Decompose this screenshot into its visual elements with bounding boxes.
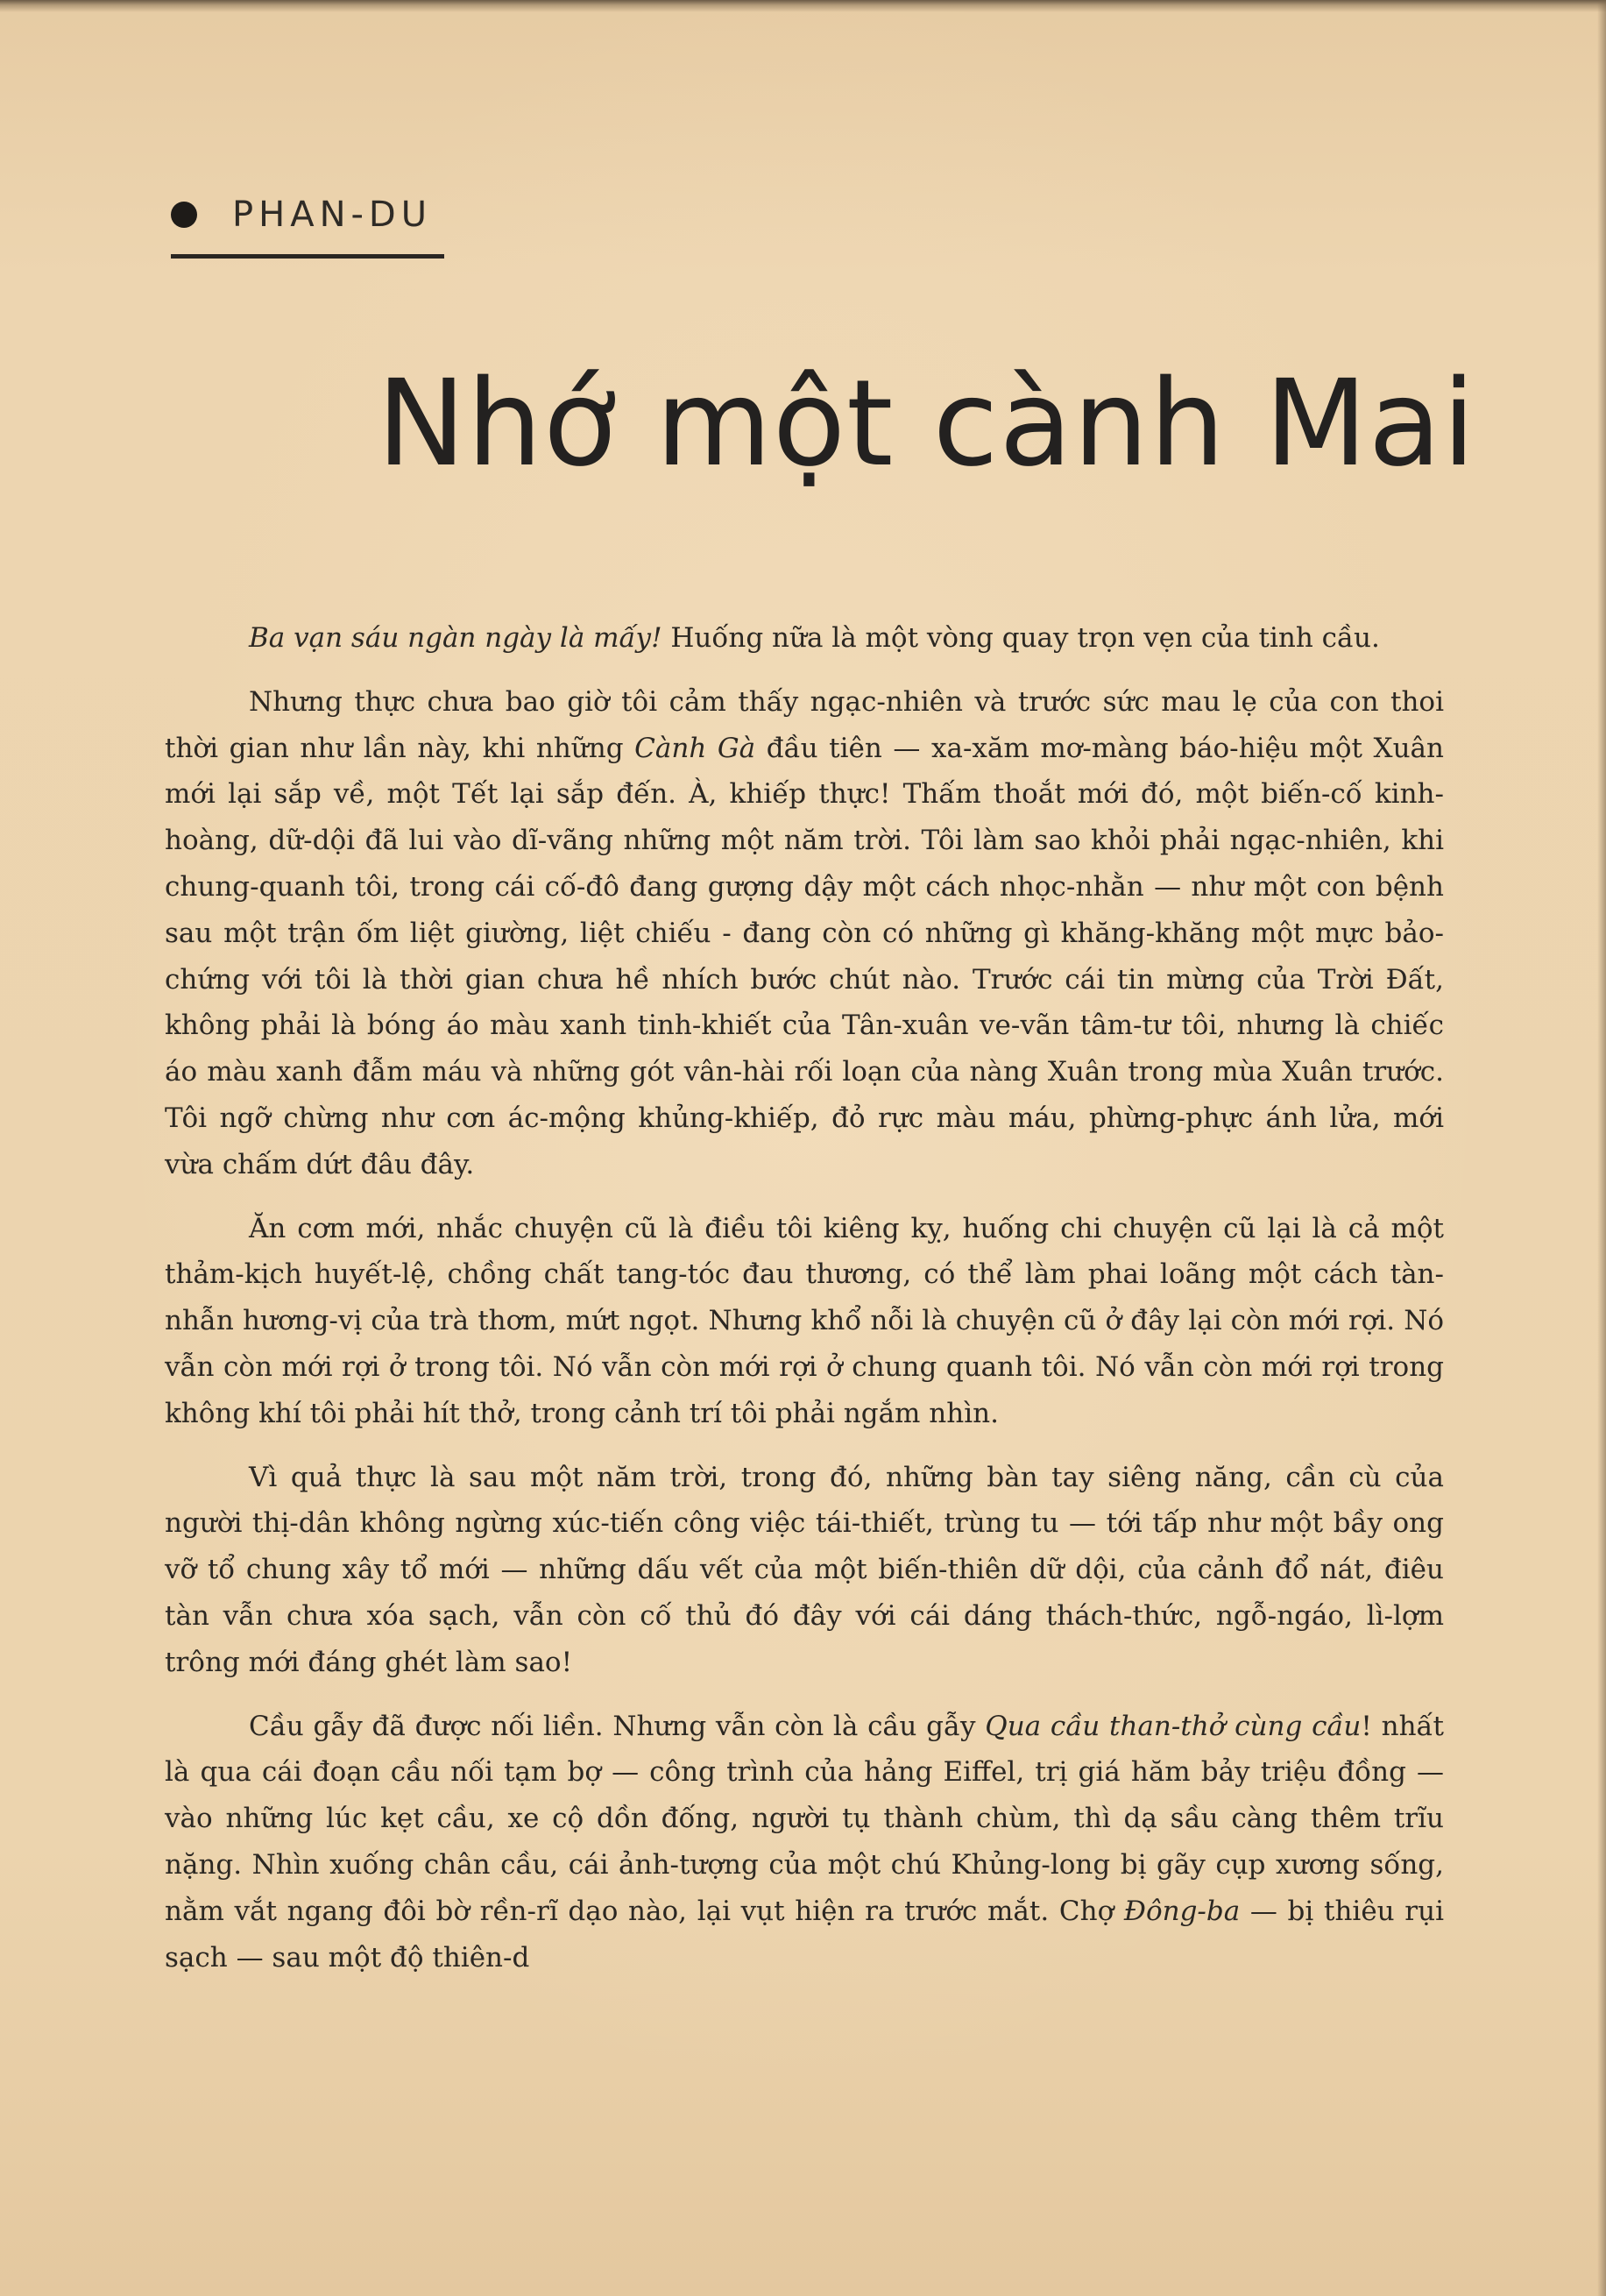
paragraph-5-text-1: Cầu gẫy đã được nối liền. Nhưng vẫn còn là cầu gẫy <box>249 1710 986 1742</box>
paragraph-2-text-2: đầu tiên — xa-xăm mơ-màng báo-hiệu một Xuân mới lại sắp về, một Tết lại sắp đến. À, khiếp thực! Thấm thoắt mới đó, một biến-cố kinh-hoàng, dữ-dội đã lui vào dĩ-vãng những một năm trời. Tôi làm sao khỏi phải ngạc-nhiên, khi chung-quanh tôi, trong cái cố-đô đang gượng dậy một cách nhọc-nhằn — như một con bệnh sau một trận ốm liệt giường, liệt chiếu - đang còn có những gì khăng-khăng một mực bảo-chứng với tôi là thời gian chưa hề nhích bước chút nào. Trước cái tin mừng của Trời Đất, không phải là bóng áo màu xanh tinh-khiết của Tân-xuân ve-vãn tâm-tư tôi, nhưng là chiếc áo màu xanh đẫm máu và những gót vân-hài rối loạn của nàng Xuân trong mùa Xuân trước. Tôi ngỡ chừng như cơn ác-mộng khủng-khiếp, đỏ rực màu máu, phừng-phực ánh lửa, mới vừa chấm dứt đâu đây. <box>165 732 1445 1180</box>
author-underline <box>171 254 444 259</box>
article-body <box>165 615 1444 1998</box>
paragraph-1 <box>165 615 1444 662</box>
paragraph-4: Vì quả thực là sau một năm trời, trong đó, những bàn tay siêng năng, cần cù của người thị-dân không ngừng xúc-tiến công việc tái-thiết, trùng tu — tới tấp như một bầy ong vỡ tổ chung xây tổ mới — những dấu vết của một biến-thiên dữ dội, của cảnh đổ nát, điêu tàn vẫn chưa xóa sạch, vẫn còn cố thủ đó đây với cái dáng thách-thức, ngỗ-ngáo, lì-lợm trông mới đáng ghét làm sao! <box>165 1461 1444 1678</box>
paragraph-1-lead: Ba vạn sáu ngàn ngày là mấy! <box>249 622 662 654</box>
paragraph-2 <box>165 679 1444 1188</box>
article-title: Nhớ một cành Mai <box>377 355 1476 493</box>
paragraph-2-italic: Cành Gà <box>634 732 756 764</box>
paragraph-1-text: Huống nữa là một vòng quay trọn vẹn của tinh cầu. <box>662 622 1380 654</box>
author-name: PHAN-DU <box>232 195 432 235</box>
paragraph-5-text-2: ! nhất là qua cái đoạn cầu nối tạm bợ — công trình của hảng Eiffel, trị giá hăm bảy triệu đồng — vào những lúc kẹt cầu, xe cộ dồn đống, người tụ thành chùm, thì dạ sầu càng thêm trĩu nặng. Nhìn xuống chân cầu, cái ảnh-tượng của một chú Khủng-long bị gãy cụp xương sống, nằm vắt ngang đôi bờ rền-rĩ dạo nào, lại vụt hiện ra trước mắt. Chợ <box>165 1710 1445 1927</box>
author-byline <box>171 195 432 235</box>
paragraph-2-text-1: Nhưng thực chưa bao giờ tôi cảm thấy ngạc-nhiên và trước sức mau lẹ của con thoi thời gian như lần này, khi những <box>165 685 1444 764</box>
paragraph-5 <box>165 1704 1444 1981</box>
paragraph-5-italic-2: Đông-ba <box>1123 1895 1241 1927</box>
paragraph-5-italic-1: Qua cầu than-thở cùng cầu <box>985 1710 1362 1742</box>
paragraph-5-text-3: — bị thiêu rụi sạch — sau một độ thiên-d <box>165 1895 1444 1974</box>
bullet-icon <box>171 202 197 228</box>
paragraph-3: Ăn cơm mới, nhắc chuyện cũ là điều tôi kiêng kỵ, huống chi chuyện cũ lại là cả một thảm-kịch huyết-lệ, chồng chất tang-tóc đau thương, có thể làm phai loãng một cách tàn-nhẫn hương-vị của trà thơm, mứt ngọt. Nhưng khổ nỗi là chuyện cũ ở đây lại còn mới rợi. Nó vẫn còn mới rợi ở trong tôi. Nó vẫn còn mới rợi ở chung quanh tôi. Nó vẫn còn mới rợi trong không khí tôi phải hít thở, trong cảnh trí tôi phải ngắm nhìn. <box>165 1212 1444 1429</box>
